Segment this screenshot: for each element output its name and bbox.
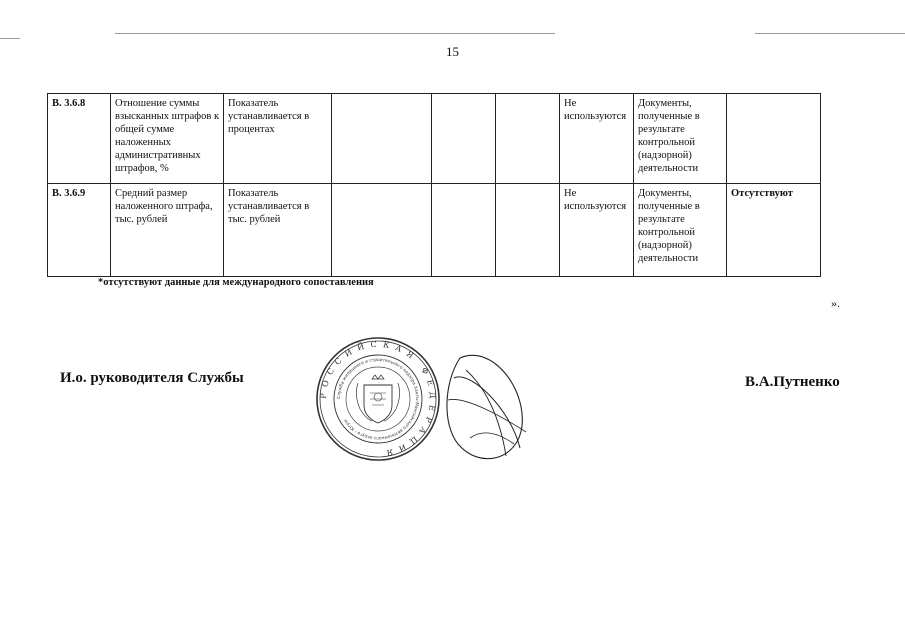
indicator-note: Отсутствуют xyxy=(727,184,821,277)
indicator-note xyxy=(727,94,821,184)
closing-quote: ». xyxy=(831,296,840,310)
scan-line xyxy=(0,38,20,39)
indicator-name: Средний размер наложенного штрафа, тыс. рублей xyxy=(111,184,224,277)
empty-cell xyxy=(332,184,432,277)
page-number: 15 xyxy=(446,44,459,59)
indicator-source: Документы, полученные в результате контрольной (надзорной) деятельности xyxy=(634,94,727,184)
seal-inner-text: Служба жилищного и строительного надзора Ханты-Мансийского автономного округа - Югры xyxy=(336,357,420,441)
official-seal-icon xyxy=(314,335,442,463)
footnote: *отсутствуют данные для международного сопоставления xyxy=(98,277,374,288)
empty-cell xyxy=(496,184,560,277)
empty-cell xyxy=(432,94,496,184)
indicator-code: В. 3.6.9 xyxy=(48,184,111,277)
table-row xyxy=(48,184,825,277)
indicator-code: В. 3.6.8 xyxy=(48,94,111,184)
signer-title: И.о. руководителя Службы xyxy=(60,370,244,386)
indicator-usage: Не используются xyxy=(560,94,634,184)
indicator-usage: Не используются xyxy=(560,184,634,277)
indicators-table xyxy=(47,93,825,277)
empty-cell xyxy=(496,94,560,184)
seal-outer-text: РОССИЙСКАЯ ФЕДЕРАЦИЯ xyxy=(318,339,438,459)
handwritten-signature-icon xyxy=(440,348,530,466)
indicator-source: Документы, полученные в результате контрольной (надзорной) деятельности xyxy=(634,184,727,277)
empty-cell xyxy=(432,184,496,277)
indicator-method: Показатель устанавливается в тыс. рублей xyxy=(224,184,332,277)
coat-of-arms-icon xyxy=(356,375,399,423)
signer-name: В.А.Путненко xyxy=(745,374,840,390)
empty-cell xyxy=(332,94,432,184)
table-row xyxy=(48,94,825,184)
indicator-name: Отношение суммы взысканных штрафов к общей сумме наложенных административных штрафов, % xyxy=(111,94,224,184)
scan-line xyxy=(755,33,905,34)
scan-line xyxy=(115,33,555,34)
indicator-method: Показатель устанавливается в процентах xyxy=(224,94,332,184)
